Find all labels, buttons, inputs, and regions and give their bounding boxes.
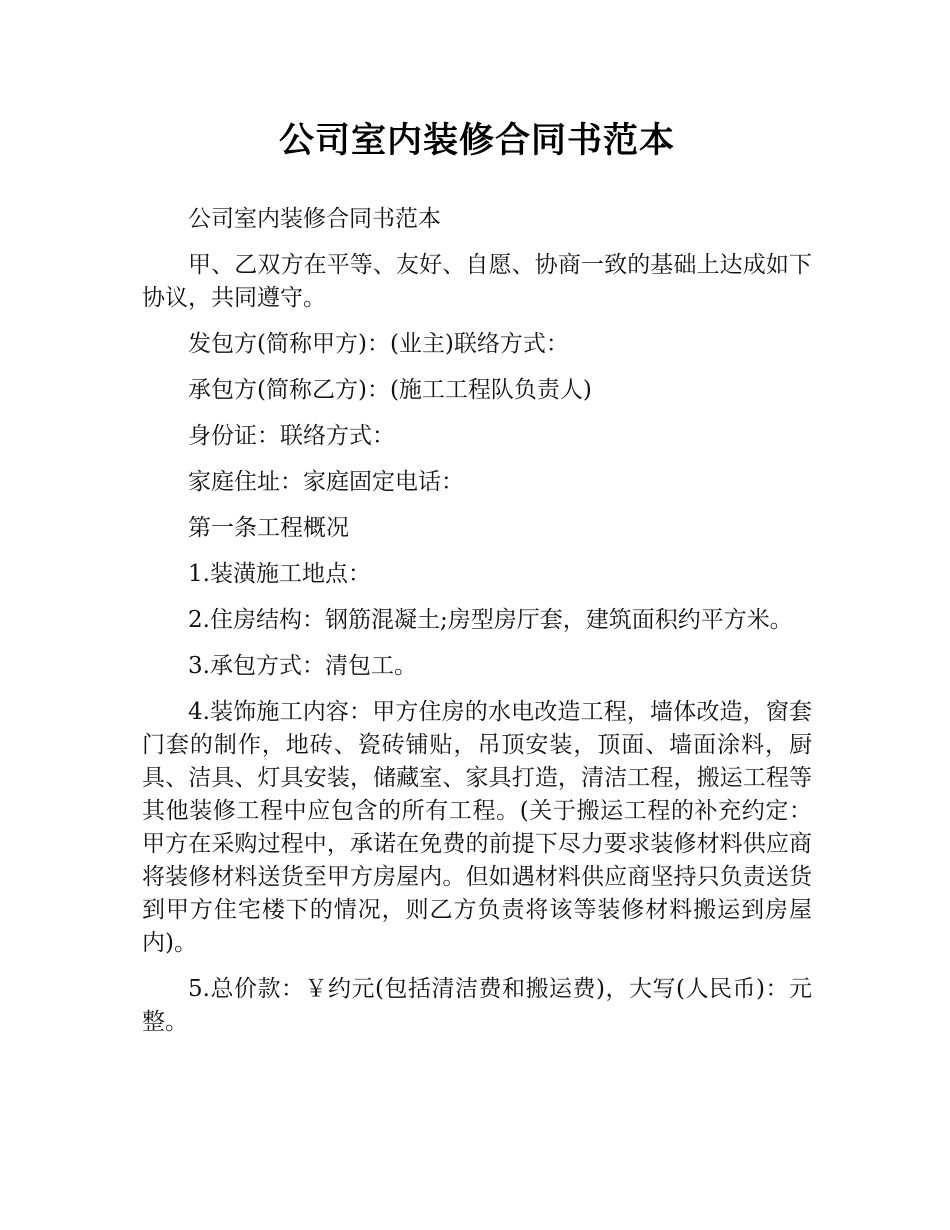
section-heading-article-1: 第一条工程概况	[188, 515, 349, 541]
paragraph-heading-repeat: 公司室内装修合同书范本	[188, 206, 441, 232]
clause-4-scope: 4.装饰施工内容：甲方住房的水电改造工程，墙体改造，窗套门套的制作，地砖、瓷砖铺贴，吊顶安装，顶面、墙面涂料，厨具、洁具、灯具安装，储藏室、家具打造，清洁工程，搬运工程等其他装修工程中应包含的所有工程。(关于搬运工程的补充约定：甲方在采购过程中，承诺在免费的前提下尽力要求装修材料供应商将装修材料送货至甲方房屋内。但如遇材料供应商坚持只负责送货到甲方住宅楼下的情况，则乙方负责将该等装修材料搬运到房屋内)。	[142, 699, 812, 956]
document-body	[142, 203, 812, 1052]
clause-1-location: 1.装潢施工地点：	[188, 561, 371, 587]
clause-3-contract-mode: 3.承包方式：清包工。	[188, 653, 417, 679]
clause-2-structure: 2.住房结构：钢筋混凝土;房型房厅套，建筑面积约平方米。	[188, 607, 793, 633]
paragraph-intro: 甲、乙双方在平等、友好、自愿、协商一致的基础上达成如下协议，共同遵守。	[142, 252, 812, 311]
clause-5-total-price: 5.总价款：￥约元(包括清洁费和搬运费)，大写(人民币)：元整。	[142, 976, 812, 1035]
paragraph-id-card: 身份证：联络方式：	[188, 423, 395, 449]
paragraph-home-address: 家庭住址：家庭固定电话：	[188, 469, 464, 495]
paragraph-party-a: 发包方(简称甲方)：(业主)联络方式：	[188, 331, 569, 357]
document-title: 公司室内装修合同书范本	[278, 121, 675, 161]
paragraph-party-b: 承包方(简称乙方)：(施工工程队负责人)	[188, 377, 592, 403]
